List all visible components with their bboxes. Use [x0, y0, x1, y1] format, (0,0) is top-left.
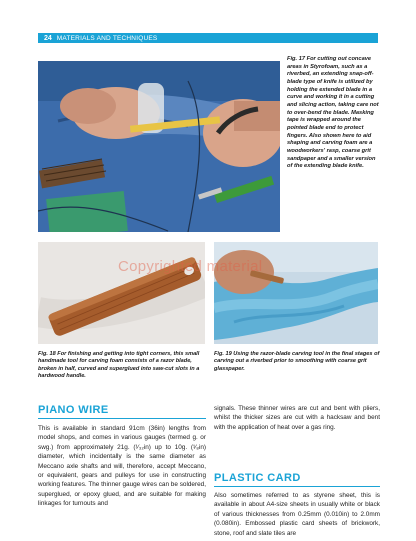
- figure-17-photo: [38, 61, 280, 232]
- figure-17-illustration: [38, 61, 280, 232]
- copyright-watermark: Copyrighted material: [118, 258, 263, 275]
- plastic-card-heading: PLASTIC CARD: [214, 472, 380, 487]
- piano-wire-paragraph: This is available in standard 91cm (36in) lengths from model shops, and comes in various gauges (termed g. or swg.) from approximately 21g. (¹⁄₃₂in) up to 10g. (¹⁄₈in) diameter, which incidentally is the same diameter as Meccano axle shafts and will, therefore, accept Meccano, or equivalent, gears and pulleys for use in constructing working features. The thinner gauge wires can be soldered, superglued, or epoxy glued, and are suitable for making linkages for turnouts and: [38, 425, 206, 508]
- figure-17-caption: Fig. 17 For cutting out concave areas in Styrofoam, such as a riverbed, an extending snap-off-blade type of knife is utilized by holding the extended blade in a curve and working it in a cutting and slicing action, taking care not to over-bend the blade. Masking tape is wrapped around the pointed blade end to protect fingers. Also shown here to aid shaping and carving foam are a woodworkers' rasp, coarse grit sandpaper and a smaller version of the extending blade knife.: [287, 56, 379, 170]
- page-number: 24: [44, 34, 52, 42]
- signals-paragraph: signals. These thinner wires are cut and bent with pliers, whilst the thicker sizes are cut with a hacksaw and bent with the application of heat over a gas ring.: [214, 405, 380, 431]
- figure-18-caption: Fig. 18 For finishing and getting into tight corners, this small handmade tool for carving foam consists of a razor blade, broken in half, curved and superglued into saw-cut slots in a hardwood handle.: [38, 351, 200, 380]
- figure-19-caption: Fig. 19 Using the razor-blade carving tool in the final stages of carving out a riverbed prior to smoothing with coarse grit glasspaper.: [214, 351, 380, 372]
- piano-wire-heading: PIANO WIRE: [38, 404, 206, 419]
- running-header: [38, 33, 378, 43]
- plastic-card-paragraph: Also sometimes referred to as styrene sheet, this is available in about A4-size sheets in usually white or black of various thicknesses from 0.25mm (0.010in) to 2.0mm (0.080in). Embossed plastic card sheets of brickwork, stone, roof and slate tiles are: [214, 492, 380, 537]
- running-section-title: MATERIALS AND TECHNIQUES: [56, 34, 158, 42]
